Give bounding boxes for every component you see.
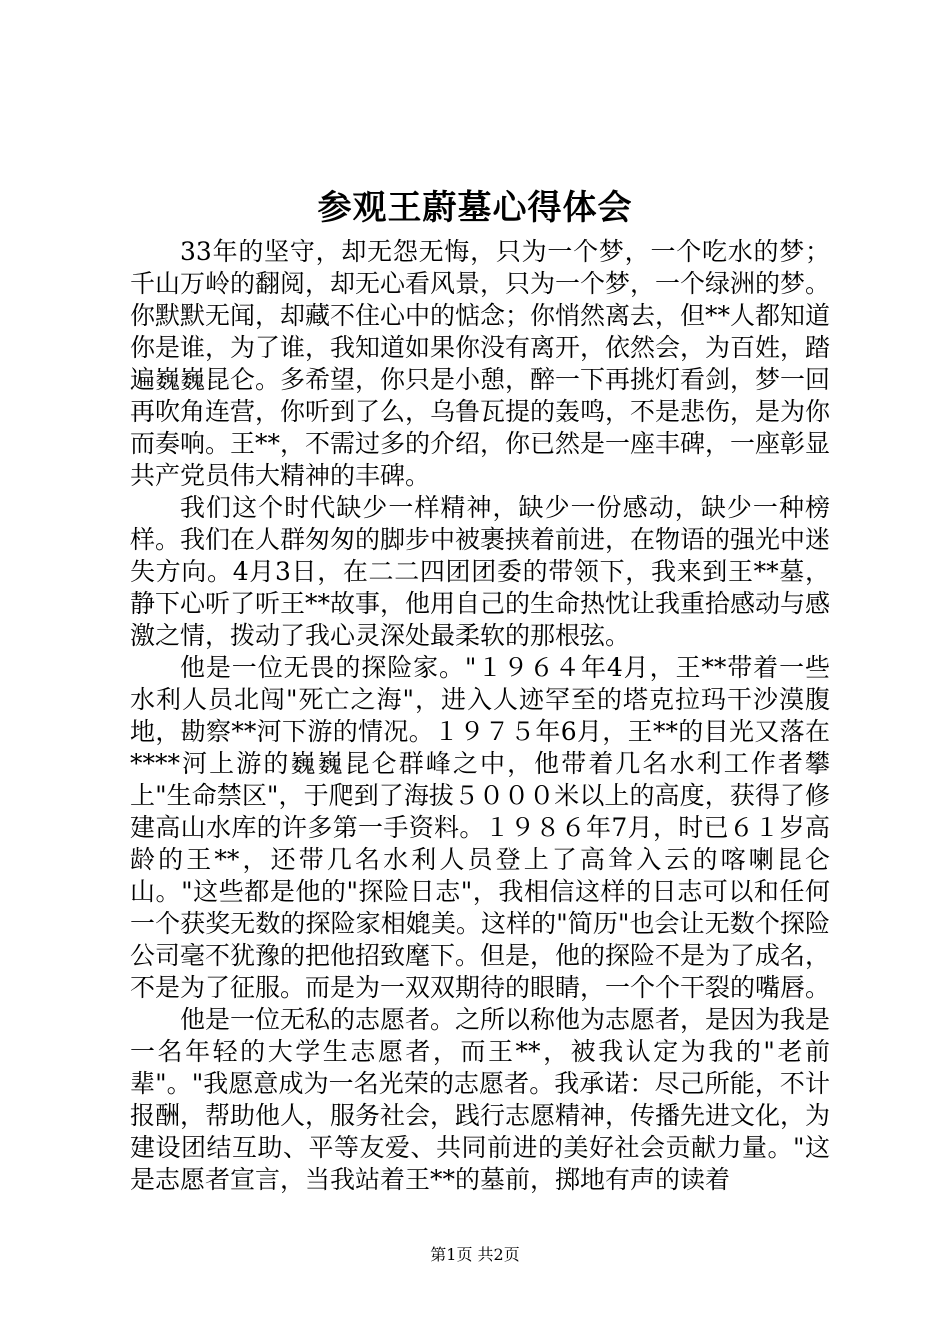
paragraph-1: 33年的坚守，却无怨无悔，只为一个梦，一个吃水的梦；千山万岭的翻阅，却无心看风景，只为一个梦，一个绿洲的梦。你默默无闻，却藏不住心中的惦念；你悄然离去，但**人都知道你是谁，为了谁，我知道如果你没有离开，依然会，为百姓，踏遍巍巍昆仑。多希望，你只是小憩，醉一下再挑灯看剑，梦一回再吹角连营，你听到了么，乌鲁瓦提的轰鸣，不是悲伤，是为你而奏响。王**，不需过多的介绍，你已然是一座丰碑，一座彰显共产党员伟大精神的丰碑。 <box>130 237 831 490</box>
document-body <box>130 236 830 1196</box>
document-title: 参观王蔚墓心得体会 <box>317 188 633 228</box>
paragraph-3: 他是一位无畏的探险家。"１９６４年4月，王**带着一些水利人员北闯"死亡之海"，进入人迹罕至的塔克拉玛干沙漠腹地，勘察**河下游的情况。１９７５年6月，王**的目光又落在****河上游的巍巍昆仑群峰之中，他带着几名水利工作者攀上"生命禁区"，于爬到了海拔５０００米以上的高度，获得了修建高山水库的许多第一手资料。１９８６年7月，时已６１岁高龄的王**，还带几名水利人员登上了高耸入云的喀喇昆仑山。"这些都是他的"探险日志"，我相信这样的日志可以和任何一个获奖无数的探险家相媲美。这样的"简历"也会让无数个探险公司毫不犹豫的把他招致麾下。但是，他的探险不是为了成名，不是为了征服。而是为一双双期待的眼睛，一个个干裂的嘴唇。 <box>130 653 831 1002</box>
paragraph-2: 我们这个时代缺少一样精神，缺少一份感动，缺少一种榜样。我们在人群匆匆的脚步中被裹挟着前进，在物语的强光中迷失方向。4月3日，在二二四团团委的带领下，我来到王**墓，静下心听了听王**故事，他用自己的生命热忱让我重拾感动与感激之情，拨动了我心灵深处最柔软的那根弦。 <box>130 493 831 650</box>
paragraph-4: 他是一位无私的志愿者。之所以称他为志愿者，是因为我是一名年轻的大学生志愿者，而王**，被我认定为我的"老前辈"。"我愿意成为一名光荣的志愿者。我承诺：尽己所能，不计报酬，帮助他人，服务社会，践行志愿精神，传播先进文化，为建设团结互助、平等友爱、共同前进的美好社会贡献力量。"这是志愿者宣言，当我站着王**的墓前，掷地有声的读着 <box>130 1005 831 1194</box>
page-footer: 第1页 共2页 <box>430 1245 520 1264</box>
